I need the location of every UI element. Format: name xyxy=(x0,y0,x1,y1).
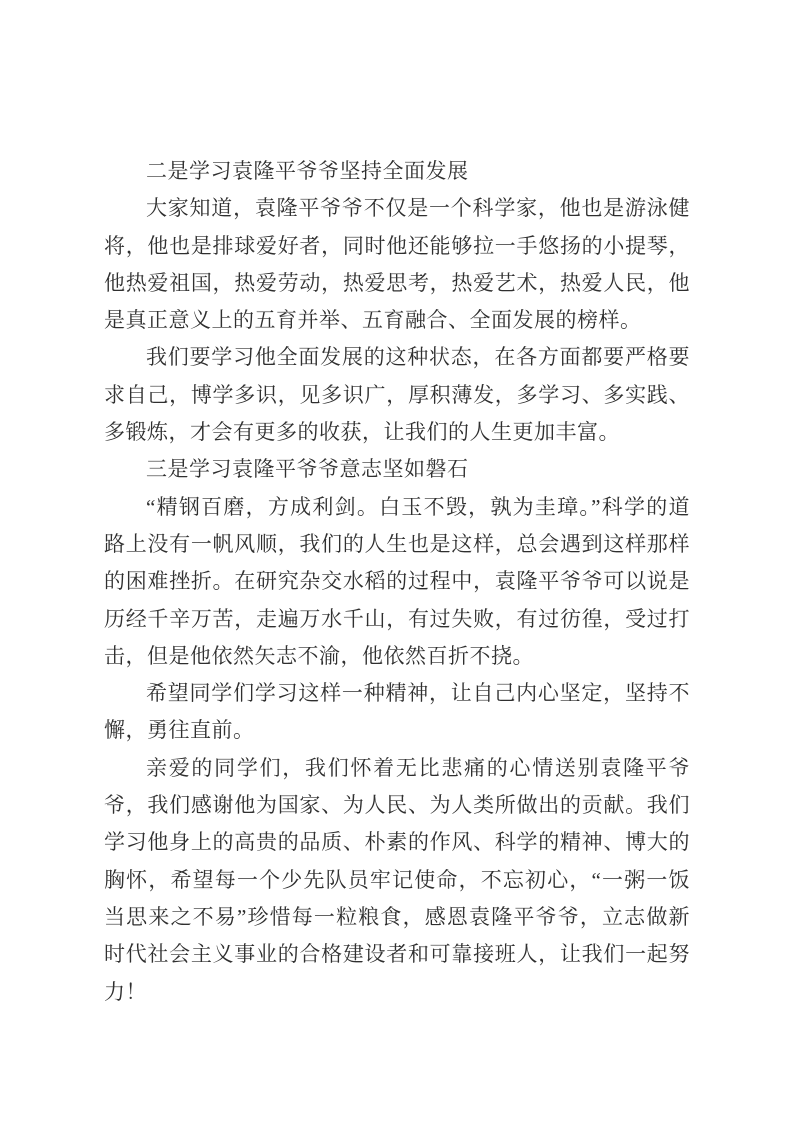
paragraph: 希望同学们学习这样一种精神，让自己内心坚定，坚持不懈，勇往直前。 xyxy=(104,681,690,743)
paragraph: “精钢百磨，方成利剑。白玉不毁，孰为圭璋。”科学的道路上没有一帆风顺，我们的人生也是这样，总会遇到这样那样的困难挫折。在研究杂交水稻的过程中，袁隆平爷爷可以说是历经千辛万苦，走遍万水千山，有过失败，有过彷徨，受过打击，但是他依然矢志不渝，他依然百折不挠。 xyxy=(104,494,690,668)
section-heading: 二是学习袁隆平爷爷坚持全面发展 xyxy=(146,159,469,183)
document-text-block xyxy=(104,153,690,1011)
paragraph: 亲爱的同学们，我们怀着无比悲痛的心情送别袁隆平爷爷，我们感谢他为国家、为人民、为人类所做出的贡献。我们学习他身上的高贵的品质、朴素的作风、科学的精神、博大的胸怀，希望每一个少先队员牢记使命，不忘初心，“一粥一饭当思来之不易”珍惜每一粒粮食，感恩袁隆平爷爷，立志做新时代社会主义事业的合格建设者和可靠接班人，让我们一起努力！ xyxy=(104,755,690,1004)
section-heading: 三是学习袁隆平爷爷意志坚如磐石 xyxy=(146,457,469,482)
paragraph: 我们要学习他全面发展的这种状态，在各方面都要严格要求自己，博学多识，见多识广，厚积薄发，多学习、多实践、多锻炼，才会有更多的收获，让我们的人生更加丰富。 xyxy=(104,345,690,445)
paragraph: 大家知道，袁隆平爷爷不仅是一个科学家，他也是游泳健将，他也是排球爱好者，同时他还能够拉一手悠扬的小提琴，他热爱祖国，热爱劳动，热爱思考，热爱艺术，热爱人民，他是真正意义上的五育并举、五育融合、全面发展的榜样。 xyxy=(104,196,690,333)
